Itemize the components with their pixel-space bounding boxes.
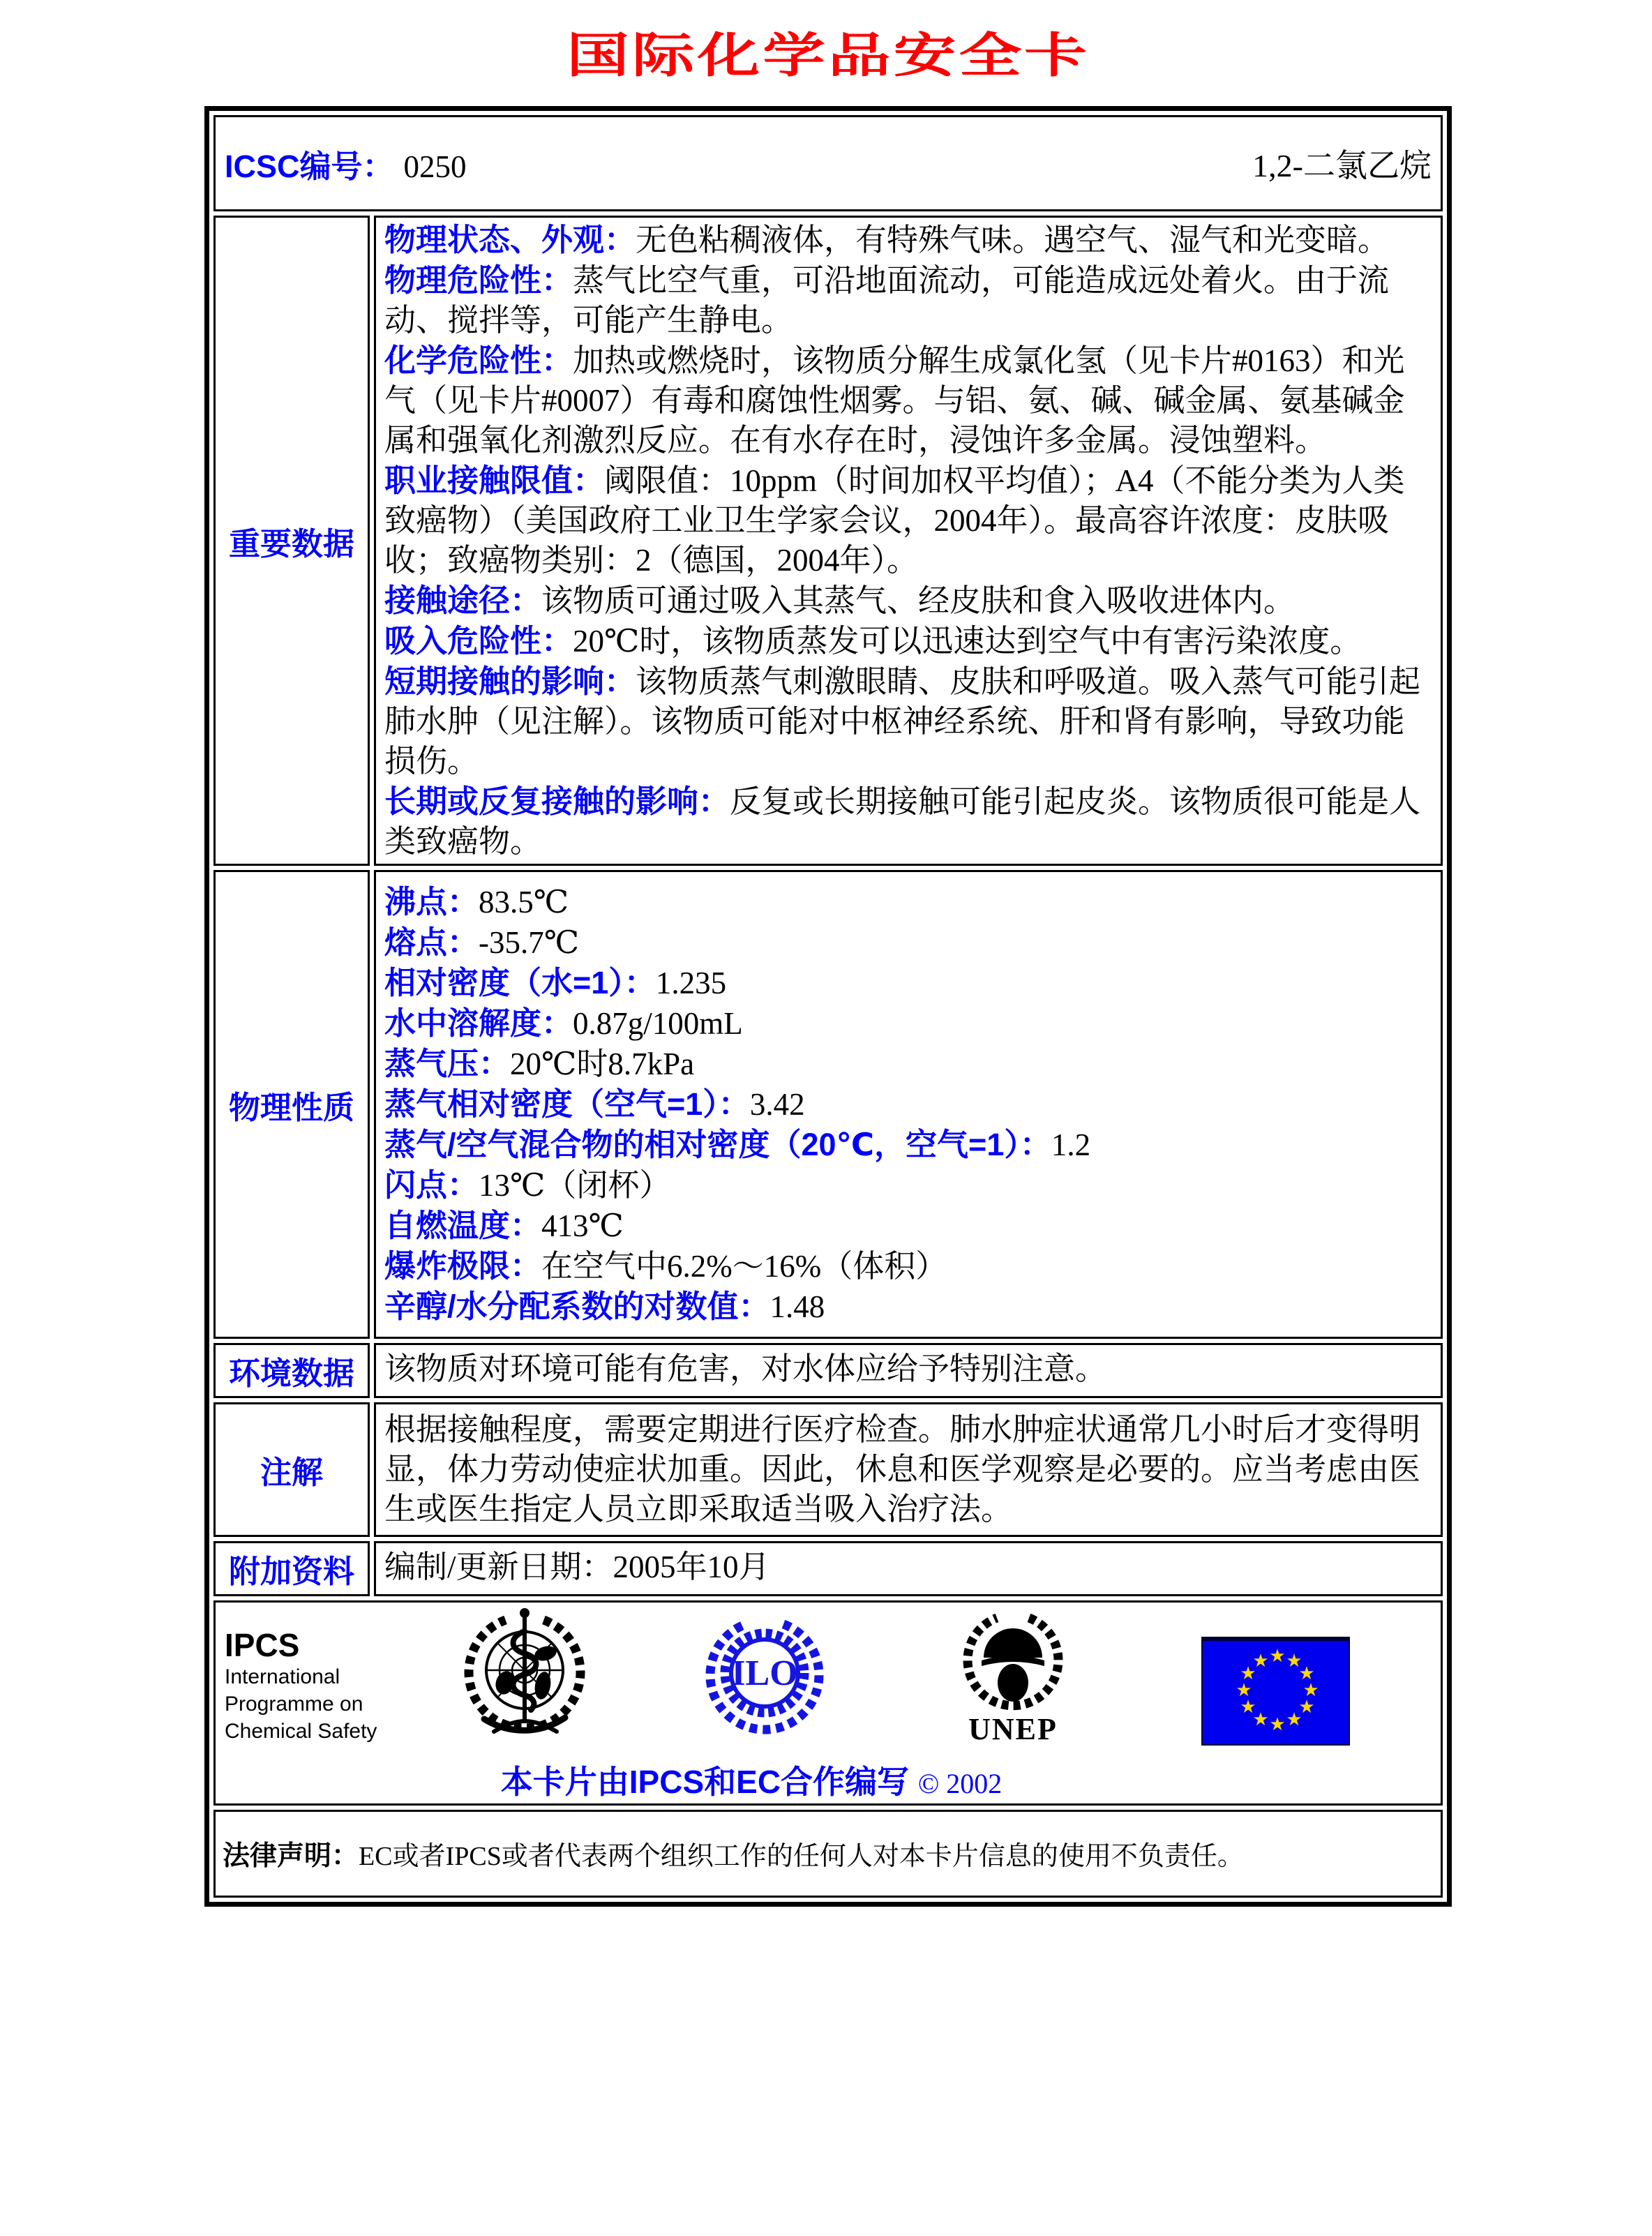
ipcs-text-block <box>225 1627 377 1745</box>
important-data-item <box>384 580 1432 621</box>
additional-info-row <box>213 1541 1443 1596</box>
environmental-data-content: 该物质对环境可能有危害，对水体应给予特别注意。 <box>374 1343 1443 1398</box>
property-line <box>384 882 1432 922</box>
property-label: 蒸气/空气混合物的相对密度（20℃，空气=1）： <box>384 1127 1051 1162</box>
property-value: 1.235 <box>655 966 727 1000</box>
icsc-number-label: ICSC编号： <box>225 148 394 184</box>
physical-properties-row <box>213 870 1443 1339</box>
ipcs-line: Chemical Safety <box>225 1720 377 1743</box>
chemical-name: 1,2-二氯乙烷 <box>1252 148 1432 183</box>
important-data-row <box>213 216 1443 866</box>
property-label: 爆炸极限： <box>384 1248 542 1284</box>
icsc-card-table <box>204 106 1452 1907</box>
property-line <box>384 1044 1432 1084</box>
important-data-item <box>384 220 1432 260</box>
property-value: 413℃ <box>541 1208 624 1243</box>
logos-cell <box>213 1600 1443 1806</box>
eu-star-icon: ★ <box>1298 1697 1315 1717</box>
important-data-content <box>374 216 1443 866</box>
property-label: 熔点： <box>384 924 479 960</box>
item-label: 吸入危险性： <box>384 623 573 659</box>
property-label: 辛醇/水分配系数的对数值： <box>384 1289 770 1324</box>
item-label: 职业接触限值： <box>384 463 605 498</box>
property-value: 20℃时8.7kPa <box>510 1046 695 1081</box>
ilo-logo-letters: ILO <box>731 1653 798 1693</box>
header-cell <box>213 115 1443 211</box>
page-title <box>204 18 1452 86</box>
unep-logo-label: UNEP <box>968 1712 1058 1746</box>
property-label: 蒸气压： <box>384 1046 511 1081</box>
item-label: 短期接触的影响： <box>384 663 636 699</box>
property-value: 13℃（闭杯） <box>479 1168 671 1203</box>
property-value: -35.7℃ <box>479 925 580 960</box>
header-row <box>213 115 1443 211</box>
logos-row <box>213 1600 1443 1806</box>
page-title-text: 国际化学品安全卡 <box>566 28 1090 84</box>
item-text: 该物质可通过吸入其蒸气、经皮肤和食入吸收进体内。 <box>541 583 1296 618</box>
ipcs-line: Programme on <box>225 1693 363 1716</box>
ipcs-acronym: IPCS <box>225 1627 300 1663</box>
property-line <box>384 1003 1432 1044</box>
legal-cell <box>213 1810 1443 1898</box>
ilo-logo-icon <box>705 1610 825 1739</box>
item-label: 物理危险性： <box>384 262 573 298</box>
eu-star-icon: ★ <box>1240 1697 1256 1717</box>
important-data-item <box>384 460 1432 580</box>
important-data-item <box>384 260 1432 340</box>
item-label: 长期或反复接触的影响： <box>384 783 730 819</box>
unep-logo-icon <box>961 1609 1065 1712</box>
notes-row <box>213 1402 1443 1537</box>
item-text: 蒸气比空气重，可沿地面流动，可能造成远处着火。由于流动、搅拌等，可能产生静电。 <box>384 263 1390 338</box>
property-value: 1.48 <box>769 1289 825 1324</box>
property-value: 1.2 <box>1051 1127 1091 1162</box>
item-text: 无色粘稠液体，有特殊气味。遇空气、湿气和光变暗。 <box>636 223 1390 257</box>
notes-content: 根据接触程度，需要定期进行医疗检查。肺水肿症状通常几小时后才变得明显，体力劳动使症状加重。因此，休息和医学观察是必要的。应当考虑由医生或医生指定人员立即采取适当吸入治疗法。 <box>374 1402 1443 1537</box>
important-data-row-label: 重要数据 <box>213 216 370 866</box>
property-line <box>384 1246 1432 1286</box>
footer-caption <box>140 1757 1363 1803</box>
property-line <box>384 1286 1432 1327</box>
environmental-data-row <box>213 1343 1443 1398</box>
item-text: 该物质蒸气刺激眼睛、皮肤和呼吸道。吸入蒸气可能引起肺水肿（见注解）。该物质可能对中枢神经系统、肝和肾有影响，导致功能损伤。 <box>384 664 1421 779</box>
eu-star-icon: ★ <box>1269 1646 1286 1666</box>
property-line <box>384 1084 1432 1125</box>
eu-star-icon: ★ <box>1252 1651 1269 1671</box>
eu-star-icon: ★ <box>1252 1709 1269 1729</box>
property-value: 0.87g/100mL <box>573 1006 743 1041</box>
property-label: 水中溶解度： <box>384 1005 573 1041</box>
eu-star-icon: ★ <box>1269 1714 1286 1734</box>
legal-text: EC或者IPCS或者代表两个组织工作的任何人对本卡片信息的使用不负责任。 <box>359 1842 1244 1871</box>
legal-row <box>213 1810 1443 1898</box>
property-line <box>384 963 1432 1003</box>
notes-row-label: 注解 <box>213 1402 370 1537</box>
copyright-text: © 2002 <box>917 1768 1003 1799</box>
eu-star-icon: ★ <box>1298 1663 1315 1683</box>
physical-properties-content <box>374 870 1443 1339</box>
additional-info-row-label: 附加资料 <box>213 1541 370 1596</box>
property-line <box>384 1165 1432 1206</box>
eu-star-icon: ★ <box>1302 1680 1319 1700</box>
property-value: 83.5℃ <box>479 885 569 920</box>
eu-star-icon: ★ <box>1236 1680 1252 1700</box>
caption-text: 本卡片由IPCS和EC合作编写 <box>500 1764 910 1800</box>
unep-logo-block <box>950 1609 1076 1747</box>
item-text: 20℃时，该物质蒸发可以迅速达到空气中有害污染浓度。 <box>573 624 1362 659</box>
item-text: 阈限值：10ppm（时间加权平均值）；A4（不能分类为人类致癌物）（美国政府工业卫生学家会议，2004年）。最高容许浓度：皮肤吸收；致癌物类别：2（德国，2004年）。 <box>384 463 1405 578</box>
item-text: 反复或长期接触可能引起皮炎。该物质很可能是人类致癌物。 <box>384 784 1421 859</box>
eu-star-icon: ★ <box>1286 1709 1302 1729</box>
item-label: 接触途径： <box>384 583 542 618</box>
important-data-item <box>384 340 1432 460</box>
eu-flag-icon <box>1201 1637 1350 1746</box>
eu-star-icon: ★ <box>1286 1651 1302 1671</box>
important-data-item <box>384 781 1432 862</box>
eu-star-icon: ★ <box>1240 1663 1256 1683</box>
property-value: 3.42 <box>749 1087 805 1122</box>
property-line <box>384 1206 1432 1246</box>
item-label: 物理状态、外观： <box>384 222 636 257</box>
ipcs-line: International <box>225 1665 340 1688</box>
item-label: 化学危险性： <box>384 343 573 378</box>
property-value: 在空气中6.2%～16%（体积） <box>541 1249 947 1284</box>
environmental-data-row-label: 环境数据 <box>213 1343 370 1398</box>
property-line <box>384 922 1432 963</box>
physical-properties-row-label: 物理性质 <box>213 870 370 1339</box>
icsc-number-group <box>225 141 467 186</box>
property-label: 闪点： <box>384 1167 479 1203</box>
legal-label: 法律声明： <box>223 1841 359 1871</box>
property-label: 蒸气相对密度（空气=1）： <box>384 1086 750 1122</box>
icsc-number-value: 0250 <box>403 149 467 184</box>
logos-strip <box>216 1607 1440 1747</box>
additional-info-content: 编制/更新日期：2005年10月 <box>374 1541 1443 1596</box>
who-logo-icon <box>462 1607 587 1743</box>
property-label: 自燃温度： <box>384 1208 542 1243</box>
important-data-item <box>384 661 1432 781</box>
property-line <box>384 1125 1432 1165</box>
property-label: 相对密度（水=1）： <box>384 965 656 1000</box>
important-data-item <box>384 621 1432 661</box>
property-label: 沸点： <box>384 884 479 920</box>
item-text: 加热或燃烧时，该物质分解生成氯化氢（见卡片#0163）和光气（见卡片#0007）有毒和腐蚀性烟雾。与铝、氨、碱、碱金属、氨基碱金属和强氧化剂激烈反应。在有水存在时，浸蚀许多金属。浸蚀塑料。 <box>384 343 1405 458</box>
